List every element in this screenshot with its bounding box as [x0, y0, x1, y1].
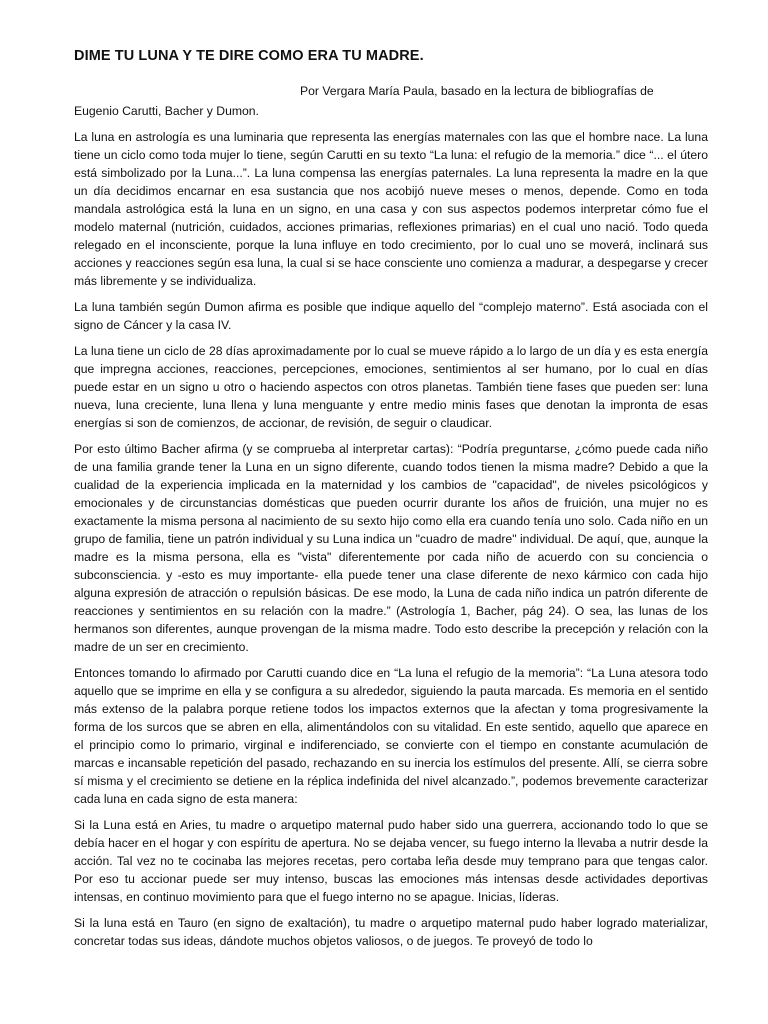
author-byline-line-1: Por Vergara María Paula, basado en la lectura de bibliografías de: [300, 84, 654, 98]
author-byline-line-2: Eugenio Carutti, Bacher y Dumon.: [74, 104, 259, 118]
paragraph-intro: La luna en astrología es una luminaria que representa las energías maternales con las que el hombre nace. La luna tiene un ciclo como toda mujer lo tiene, según Carutti en su texto “La luna: el refugio de la memoria.” dice “... el útero está simbolizado por la Luna...”. La luna compensa las energías paternales. La luna representa la madre en la que un día decidimos encarnar en esa sustancia que nos acobijó nueve meses o menos, depende. Como en toda mandala astrológica está la luna en un signo, en una casa y con sus aspectos podemos interpretar cómo fue el modelo maternal (nutrición, cuidados, acciones primarias, reflexiones primarias) en el cual uno nació. Todo queda relegado en el inconsciente, porque la luna influye en todo crecimiento, por lo cual uno se moverá, inclinará sus acciones y reacciones según esa luna, la cual si se hace consciente uno comienza a madurar, a despegarse y crecer más libremente y se individualiza.: [74, 130, 708, 288]
paragraph-aries: Si la Luna está en Aries, tu madre o arquetipo maternal pudo haber sido una guerrera, accionando todo lo que se debía hacer en el hogar y con espíritu de apertura. No se dejaba vencer, su fuego interno la llevaba a nutrir desde la acción. Tal vez no te cocinaba las mejores recetas, pero cortaba leña desde muy temprano para que tengas calor. Por eso tu accionar puede ser muy intenso, buscas las emociones más intensas desde actividades deportivas intensas, en continuo movimiento para que el fuego interno no se apague. Inicias, líderas.: [74, 818, 708, 904]
paragraph-cycle: La luna tiene un ciclo de 28 días aproximadamente por lo cual se mueve rápido a lo largo de un día y es esta energía que impregna acciones, reacciones, percepciones, emociones, sentimientos al ser humano, por lo cual en días puede estar en un signo u otro o haciendo aspectos con otros planetas. También tiene fases que pueden ser: luna nueva, luna creciente, luna llena y luna menguante y entre medio minis fases que denotan la impronta de esas energías si son de comienzos, de accionar, de revisión, de seguir o claudicar.: [74, 344, 708, 430]
paragraph-dumon: La luna también según Dumon afirma es posible que indique aquello del “complejo materno”. Está asociada con el signo de Cáncer y la casa IV.: [74, 300, 708, 332]
document-page: [74, 46, 708, 958]
paragraph-carutti: Entonces tomando lo afirmado por Carutti cuando dice en “La luna el refugio de la memoria”: “La Luna atesora todo aquello que se imprime en ella y se configura a su alrededor, siguiendo la pauta marcada. Es memoria en el sentido más extenso de la palabra porque retiene todos los impactos externos que la afectan y toma progresivamente la forma de los surcos que se abren en ella, alimentándolos con su vitalidad. En este sentido, aquello que aparece en el principio como lo primario, virginal e indiferenciado, se convierte con el tiempo en constante acumulación de marcas e incansable repetición del pasado, rechazando en su inercia los estímulos del presente. Allí, se cierra sobre sí misma y el crecimiento se detiene en la réplica indefinida del nivel alcanzado.”, podemos brevemente caracterizar cada luna en cada signo de esta manera:: [74, 666, 708, 806]
paragraph-bacher: Por esto último Bacher afirma (y se comprueba al interpretar cartas): “Podría preguntarse, ¿cómo puede cada niño de una familia grande tener la Luna en un signo diferente, cuando todos tienen la misma madre? Debido a que la cualidad de la experiencia implicada en la maternidad y los cambios de "capacidad", de niveles psicológicos y emocionales y de circunstancias domésticas que pueden ocurrir durante los años de fruición, una mujer no es exactamente la misma persona al nacimiento de su sexto hijo como ella era cuando tenía uno solo. Cada niño en un grupo de familia, tiene un patrón individual y su Luna indica un "cuadro de madre" individual. De aquí, que, aunque la madre es la misma persona, ella es "vista" diferentemente por cada niño de acuerdo con su conciencia o subconsciencia. y -esto es muy importante- ella puede tener una clase diferente de nexo kármico con cada hijo alguna expresión de atracción o repulsión básicas. De ese modo, la Luna de cada niño indica un patrón diferente de reacciones y sentimientos en su relación con la madre.” (Astrología 1, Bacher, pág 24). O sea, las lunas de los hermanos son diferentes, aunque provengan de la misma madre. Todo esto describe la precepción y relación con la madre de un ser en crecimiento.: [74, 442, 708, 654]
paragraph-tauro: Si la luna está en Tauro (en signo de exaltación), tu madre o arquetipo maternal pudo haber logrado materializar, concretar todas sus ideas, dándote muchos objetos valiosos, o de juegos. Te proveyó de todo lo: [74, 916, 708, 948]
document-title: DIME TU LUNA Y TE DIRE COMO ERA TU MADRE.: [74, 48, 424, 64]
